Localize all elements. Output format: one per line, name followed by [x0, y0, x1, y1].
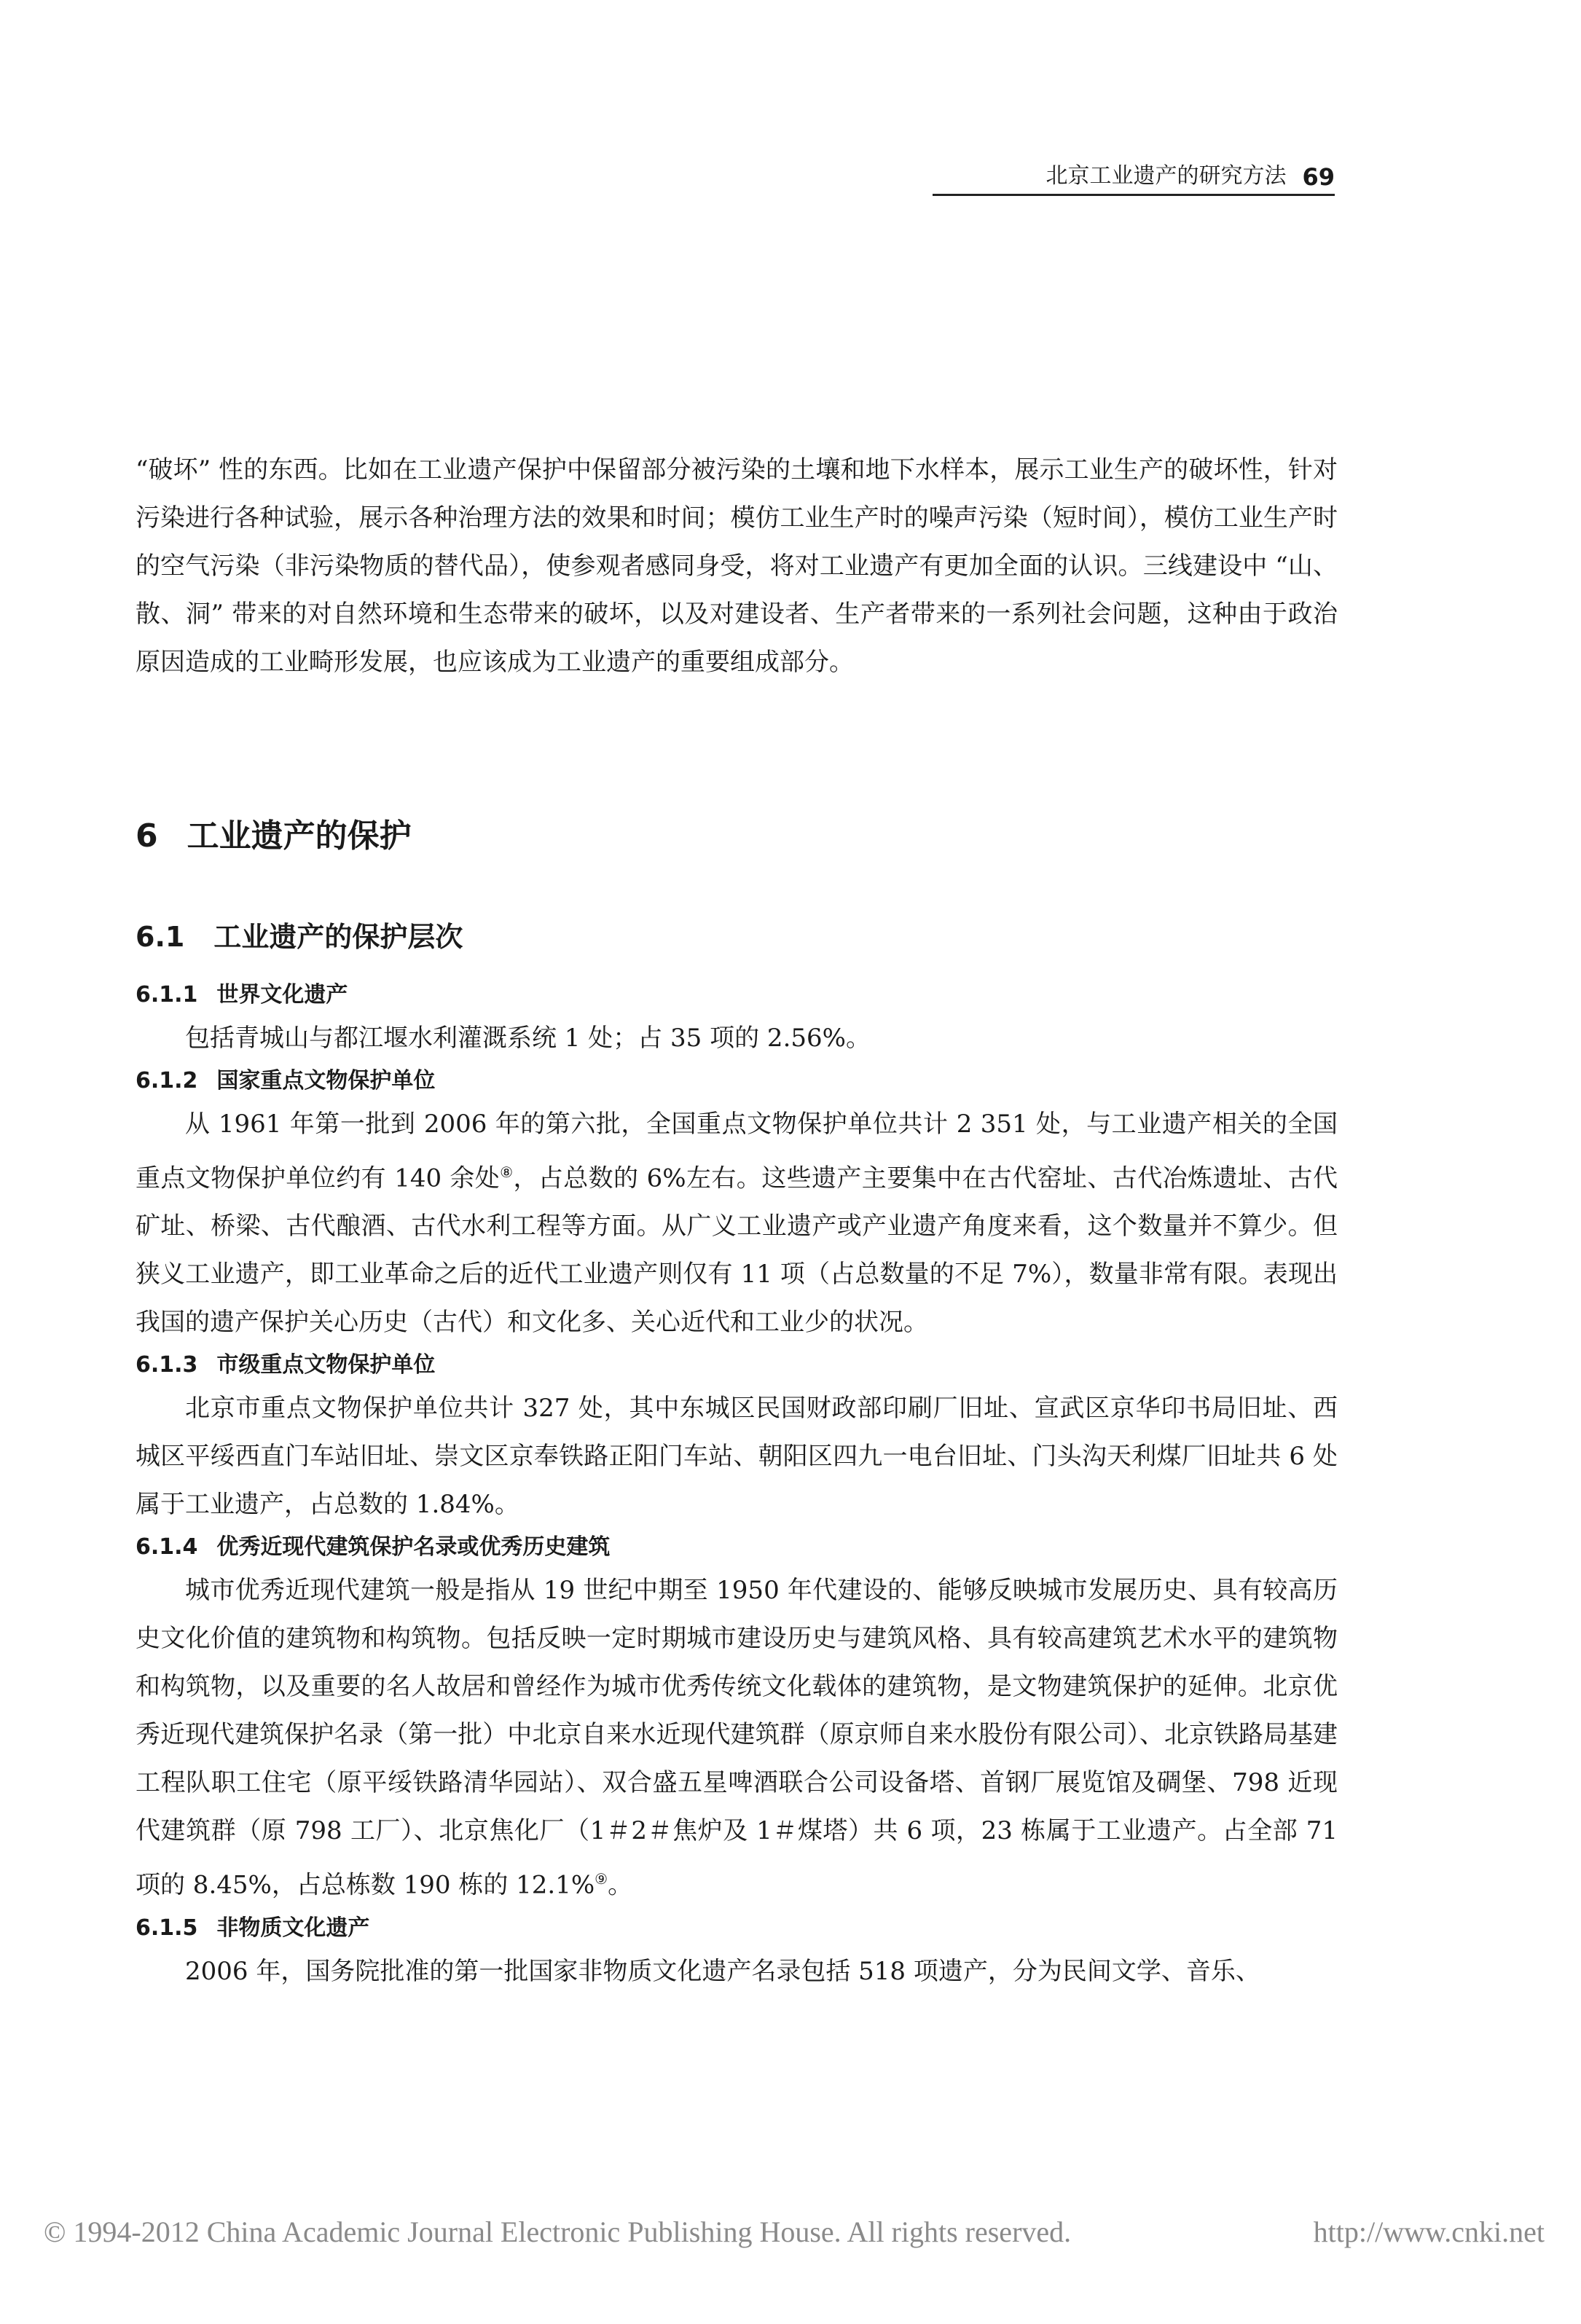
subsection-6-1-3-heading: [136, 1346, 1338, 1384]
subsection-number: 6.1.1: [136, 982, 198, 1008]
subsection-6-1-1-heading: [136, 976, 1338, 1014]
subsection-title: 非物质文化遗产: [216, 1915, 370, 1941]
subsection-title: 市级重点文物保护单位: [216, 1352, 436, 1378]
continuation-paragraph: “破坏” 性的东西。比如在工业遗产保护中保留部分被污染的土壤和地下水样本，展示工业生产的破坏性，针对污染进行各种试验，展示各种治理方法的效果和时间；模仿工业生产时的噪声污染（短时间），模仿工业生产时的空气污染（非污染物质的替代品），使参观者感同身受，将对工业遗产有更加全面的认识。三线建设中 “山、散、洞” 带来的对自然环境和生态带来的破坏，以及对建设者、生产者带来的一系列社会问题，这种由于政治原因造成的工业畸形发展，也应该成为工业遗产的重要组成部分。: [136, 455, 1338, 677]
text-run: 。: [608, 1870, 633, 1900]
footnote-marker: ⑨: [595, 1870, 608, 1888]
copyright-notice: © 1994-2012 China Academic Journal Electronic Publishing House. All rights reserved.: [44, 2215, 1072, 2248]
subsection-6-1-2-heading: [136, 1062, 1338, 1100]
section-6-heading: [136, 814, 1338, 858]
running-header: [933, 159, 1335, 196]
subsection-6-1-1-text: 包括青城山与都江堰水利灌溉系统 1 处；占 35 项的 2.56%。: [185, 1024, 871, 1053]
subsection-6-1-5-heading: [136, 1909, 1338, 1947]
text-run: 城市优秀近现代建筑一般是指从 19 世纪中期至 1950 年代建设的、能够反映城市发展历史、具有较高历史文化价值的建筑物和构筑物。包括反映一定时期城市建设历史与建筑风格、具有较高建筑艺术水平的建筑物和构筑物，以及重要的名人故居和曾经作为城市优秀传统文化载体的建筑物，是文物建筑保护的延伸。北京优秀近现代建筑保护名录（第一批）中北京自来水近现代建筑群（原京师自来水股份有限公司）、北京铁路局基建工程队职工住宅（原平绥铁路清华园站）、双合盛五星啤酒联合公司设备塔、首钢厂展览馆及碉堡、798 近现代建筑群（原 798 工厂）、北京焦化厂（1＃2＃焦炉及 1＃煤塔）共 6 项，23 栋属于工业遗产。占全部 71 项的 8.45%，占总栋数 190 栋的 12.1%: [136, 1576, 1338, 1900]
subsection-number: 6.1.2: [136, 1068, 198, 1094]
subsections: [136, 976, 1338, 1995]
section-6-1-heading: [136, 916, 1338, 957]
subsection-6-1-4-text: [136, 1566, 1338, 1909]
subsection-6-1-4-heading: [136, 1528, 1338, 1566]
text-run: 从 1961 年第一批到 2006 年的第六批，全国重点文物保护单位共计 2 351 处，与工业遗产相关的全国重点文物保护单位约有 140 余处: [136, 1110, 1338, 1193]
subsection-number: 6.1.5: [136, 1915, 198, 1941]
section-title: 工业遗产的保护: [187, 817, 412, 855]
subsection-6-1-3-text: 北京市重点文物保护单位共计 327 处，其中东城区民国财政部印刷厂旧址、宣武区京华印书局旧址、西城区平绥西直门车站旧址、崇文区京奉铁路正阳门车站、朝阳区四九一电台旧址、门头沟天利煤厂旧址共 6 处属于工业遗产，占总数的 1.84%。: [136, 1394, 1338, 1520]
subsection-number: 6.1.3: [136, 1352, 198, 1378]
footnote-marker: ⑧: [500, 1163, 514, 1181]
subsection-title: 优秀近现代建筑保护名录或优秀历史建筑: [216, 1534, 611, 1561]
subsection-title: 国家重点文物保护单位: [216, 1068, 436, 1094]
body-text: [136, 446, 1338, 686]
page-number: 69: [1302, 163, 1335, 191]
text-run: ，占总数的 6%左右。这些遗产主要集中在古代窑址、古代冶炼遗址、古代矿址、桥梁、古代酿酒、古代水利工程等方面。从广义工业遗产或产业遗产角度来看，这个数量并不算少。但狭义工业遗产，即工业革命之后的近代工业遗产则仅有 11 项（占总数量的不足 7%），数量非常有限。表现出我国的遗产保护关心历史（古代）和文化多、关心近代和工业少的状况。: [136, 1163, 1338, 1338]
section-title: 工业遗产的保护层次: [213, 921, 463, 953]
footer-url: http://www.cnki.net: [1313, 2215, 1545, 2248]
page-footer: [44, 2215, 1545, 2249]
running-title: 北京工业遗产的研究方法: [1046, 163, 1287, 189]
subsection-title: 世界文化遗产: [216, 982, 348, 1008]
section-6: [136, 814, 1338, 858]
subsection-6-1-5-text: 2006 年，国务院批准的第一批国家非物质文化遗产名录包括 518 项遗产，分为民间文学、音乐、: [185, 1956, 1260, 1986]
section-6-1: [136, 916, 1338, 957]
subsection-number: 6.1.4: [136, 1534, 198, 1561]
subsection-6-1-2-text: [136, 1100, 1338, 1346]
section-number: 6.1: [136, 921, 185, 953]
section-number: 6: [136, 817, 158, 855]
